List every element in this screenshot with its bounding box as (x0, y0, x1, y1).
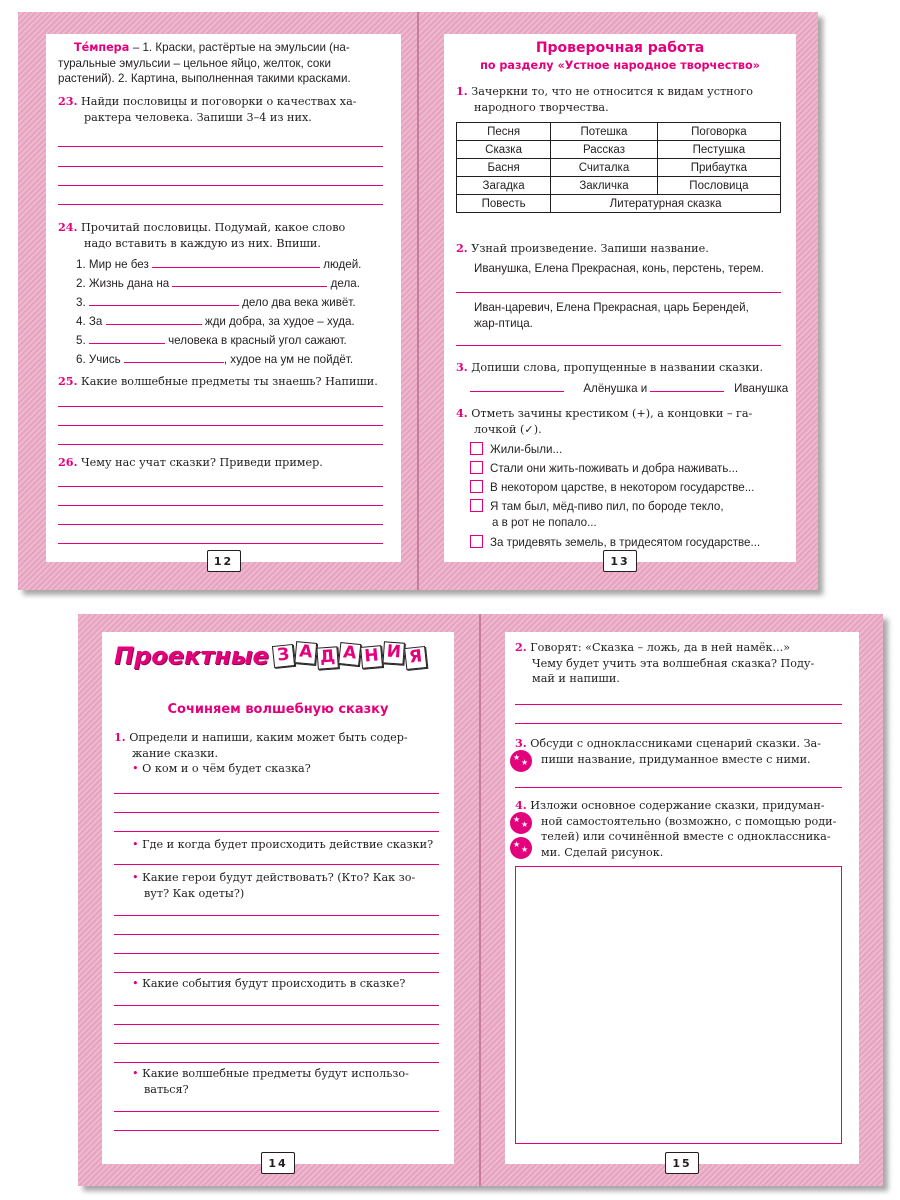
proverb-number: 6. (76, 353, 86, 366)
letter-tile: З (272, 644, 295, 668)
genre-cell[interactable]: Пестушка (657, 141, 780, 159)
bullet: • (132, 838, 139, 851)
test-task-1 (456, 84, 791, 115)
option-checkbox[interactable] (470, 442, 483, 455)
task-23-number: 23. (58, 94, 78, 108)
page-14 (102, 632, 454, 1170)
option-3 (470, 480, 790, 496)
answer-line[interactable] (114, 864, 439, 865)
genres-table (456, 122, 781, 213)
option-checkbox[interactable] (470, 535, 483, 548)
project-task-3-line-2: пиши название, придуманное вместе с ними. (541, 752, 811, 766)
answer-line[interactable] (114, 831, 439, 832)
project-task-3-number: 3. (515, 736, 527, 750)
option-checkbox[interactable] (470, 480, 483, 493)
table-row (457, 195, 781, 213)
proverb-text: Жизнь дана на (88, 277, 170, 290)
proverb-number: 3. (76, 296, 86, 309)
tempera-line-2: туральные эмульсии – цельное яйцо, желток, соки (58, 56, 331, 70)
proverb-text: жди добра, за худое – худа. (204, 315, 355, 328)
question-3-block (132, 870, 452, 901)
test-task-2-number: 2. (456, 241, 468, 255)
answer-line[interactable] (114, 915, 439, 916)
answer-line[interactable] (456, 345, 781, 346)
genre-cell[interactable]: Загадка (457, 177, 551, 195)
answer-line[interactable] (114, 1024, 439, 1025)
project-task-4-line-1: Изложи основное содержание сказки, придуман- (530, 799, 825, 812)
question-1: О ком и о чём будет сказка? (142, 762, 311, 775)
drawing-area[interactable] (515, 866, 842, 1144)
tempera-definition (58, 40, 393, 87)
proverb-3 (76, 294, 386, 311)
question-2: Где и когда будет происходить действие сказки? (142, 838, 434, 851)
option-4 (470, 499, 790, 530)
genre-cell[interactable]: Песня (457, 123, 551, 141)
project-task-4-line-4: ми. Сделай рисунок. (541, 845, 664, 859)
option-text: Я там был, мёд-пиво пил, по бороде текло, (490, 500, 724, 513)
fairy-tale-title-fill (470, 380, 790, 397)
genre-cell[interactable]: Повесть (457, 195, 551, 213)
task-23-line-2: рактера человека. Запиши 3–4 из них. (84, 110, 312, 124)
task-26-text: Чему нас учат сказки? Приведи пример. (81, 456, 323, 469)
proverb-blank[interactable] (106, 313, 202, 325)
page-number-13: 13 (603, 550, 637, 572)
proverb-number: 2. (76, 277, 86, 290)
proverb-number: 5. (76, 334, 86, 347)
heading-word-projects: Проектные (114, 642, 269, 670)
test-task-3 (456, 360, 791, 376)
bottom-spread (78, 614, 883, 1186)
question-5-line-2: ваться? (144, 1082, 189, 1096)
question-5-line-1: Какие волшебные предметы будут использо- (142, 1067, 409, 1080)
genre-cell[interactable]: Потешка (551, 123, 658, 141)
answer-line[interactable] (58, 524, 383, 525)
project-task-2-number: 2. (515, 640, 527, 654)
genre-cell[interactable]: Литературная сказка (551, 195, 781, 213)
clue-1: Иванушка, Елена Прекрасная, конь, перстень, терем. (474, 262, 764, 275)
clue-2-line-1: Иван-царевич, Елена Прекрасная, царь Берендей, (474, 301, 749, 314)
task-25-text: Какие волшебные предметы ты знаешь? Напиши. (81, 375, 378, 388)
answer-line[interactable] (114, 953, 439, 954)
genre-cell[interactable]: Басня (457, 159, 551, 177)
task-25 (58, 374, 393, 390)
option-checkbox[interactable] (470, 499, 483, 512)
proverb-5 (76, 332, 386, 349)
option-text: За тридевять земель, в тридесятом государстве... (490, 536, 761, 549)
question-5-block (132, 1066, 452, 1097)
project-task-1-line-1: Определи и напиши, каким может быть содер- (129, 731, 408, 744)
tempera-term: Тéмпера (74, 41, 130, 54)
letter-tile: И (383, 641, 405, 664)
test-title: Проверочная работа (535, 40, 705, 56)
test-task-4 (456, 406, 791, 437)
page-13 (444, 34, 796, 568)
option-1 (470, 442, 790, 458)
table-row (457, 177, 781, 195)
proverb-blank[interactable] (124, 351, 224, 363)
answer-line[interactable] (515, 723, 842, 724)
option-text: Стали они жить-поживать и добра наживать... (490, 462, 739, 475)
tempera-line-3: растений). 2. Картина, выполненная такими красками. (58, 72, 351, 85)
proverb-text: Учись (88, 353, 121, 366)
task-25-number: 25. (58, 374, 78, 388)
answer-line[interactable] (58, 185, 383, 186)
question-2-block (132, 837, 452, 853)
test-task-2-text: Узнай произведение. Запиши название. (471, 242, 709, 255)
bullet: • (132, 1067, 139, 1080)
task-24 (58, 220, 393, 251)
answer-line[interactable] (114, 793, 439, 794)
task-26-number: 26. (58, 455, 78, 469)
spine (479, 614, 481, 1186)
answer-line[interactable] (456, 292, 781, 293)
missing-word-blank[interactable] (650, 380, 724, 392)
answer-line[interactable] (114, 1111, 439, 1112)
answer-line[interactable] (114, 812, 439, 813)
genre-cell[interactable]: Закличка (551, 177, 658, 195)
project-task-1-line-2: жание сказки. (132, 746, 219, 760)
answer-line[interactable] (58, 406, 383, 407)
answer-line[interactable] (58, 505, 383, 506)
tempera-line-1: – 1. Краски, растёртые на эмульсии (на- (132, 41, 350, 54)
heading-word-tasks (273, 641, 427, 668)
letter-tile: Я (404, 646, 427, 670)
test-task-3-number: 3. (456, 360, 468, 374)
answer-line[interactable] (114, 972, 439, 973)
project-task-4 (515, 798, 855, 860)
answer-line[interactable] (58, 444, 383, 445)
table-row (457, 159, 781, 177)
answer-line[interactable] (114, 1043, 439, 1044)
test-task-4-line-1: Отметь зачины крестиком (+), а концовки – га- (471, 407, 753, 420)
answer-line[interactable] (114, 1130, 439, 1131)
answer-line[interactable] (58, 543, 383, 544)
test-subtitle: по разделу «Устное народное творчество» (480, 59, 760, 72)
bullet: • (132, 762, 139, 775)
genre-cell[interactable]: Считалка (551, 159, 658, 177)
task-23-line-1: Найди пословицы и поговорки о качествах ха- (81, 95, 357, 108)
answer-line[interactable] (58, 166, 383, 167)
task-23 (58, 94, 393, 125)
project-task-4-line-2: ной самостоятельно (возможно, с помощью роди- (541, 814, 837, 828)
proverb-blank[interactable] (89, 332, 165, 344)
page-number-15: 15 (665, 1152, 699, 1174)
option-checkbox[interactable] (470, 461, 483, 474)
table-row (457, 141, 781, 159)
proverb-text: людей. (323, 258, 362, 271)
project-task-2-line-3: май и напиши. (532, 672, 620, 685)
genre-cell[interactable]: Сказка (457, 141, 551, 159)
answer-line[interactable] (515, 787, 842, 788)
project-task-3 (515, 736, 855, 767)
proverb-blank[interactable] (89, 294, 239, 306)
missing-word-blank[interactable] (470, 380, 564, 392)
answer-line[interactable] (58, 486, 383, 487)
proverb-number: 1. (76, 258, 86, 271)
test-task-1-number: 1. (456, 84, 468, 98)
project-task-2-line-2: Чему будет учить эта волшебная сказка? Поду- (532, 656, 815, 670)
letter-tile: Д (317, 646, 339, 669)
option-2 (470, 461, 790, 477)
proverb-blank[interactable] (152, 256, 320, 268)
project-tasks-heading (114, 642, 449, 670)
task-24-line-2: надо вставить в каждую из них. Впиши. (84, 236, 321, 250)
proverb-6 (76, 351, 386, 368)
answer-line[interactable] (114, 1062, 439, 1063)
letter-tile: А (295, 641, 318, 665)
option-5 (470, 535, 790, 551)
project-subtitle: Сочиняем волшебную сказку (167, 702, 389, 717)
genre-cell[interactable]: Пословица (657, 177, 780, 195)
test-task-3-text: Допиши слова, пропущенные в названии сказки. (471, 361, 764, 374)
project-task-1 (114, 730, 449, 777)
task-26 (58, 455, 393, 471)
option-4-line-2: а в рот не попало... (492, 515, 597, 529)
project-task-1-number: 1. (114, 730, 126, 744)
test-task-1-line-2: народного творчества. (474, 100, 609, 114)
test-task-4-line-2: лочкой (✓). (474, 422, 542, 436)
proverb-2 (76, 275, 386, 292)
page-number-12: 12 (207, 550, 241, 572)
table-row (457, 123, 781, 141)
question-4-block (132, 976, 452, 992)
answer-line[interactable] (58, 425, 383, 426)
spine (417, 12, 419, 590)
page-12 (46, 34, 401, 568)
answer-line[interactable] (515, 704, 842, 705)
clue-2-line-2: жар-птица. (474, 316, 533, 330)
project-task-4-number: 4. (515, 798, 527, 812)
page-15 (505, 632, 859, 1170)
question-3-line-1: Какие герои будут действовать? (Кто? Как зо- (142, 871, 416, 884)
bullet: • (132, 977, 139, 990)
proverb-number: 4. (76, 315, 86, 328)
question-4: Какие события будут происходить в сказке? (142, 977, 406, 990)
title-word: Иванушка (734, 382, 789, 395)
proverb-blank[interactable] (172, 275, 327, 287)
answer-line[interactable] (58, 204, 383, 205)
answer-line[interactable] (114, 934, 439, 935)
test-task-1-line-1: Зачеркни то, что не относится к видам устного (471, 85, 753, 98)
proverb-text: За (88, 315, 103, 328)
proverb-text: человека в красный угол сажают. (168, 334, 347, 347)
bullet: • (132, 871, 139, 884)
letter-tile: А (338, 642, 361, 666)
genre-cell[interactable]: Рассказ (551, 141, 658, 159)
task-24-line-1: Прочитай пословицы. Подумай, какое слово (81, 221, 346, 234)
project-task-2 (515, 640, 855, 687)
page-number-14: 14 (261, 1152, 295, 1174)
option-text: В некотором царстве, в некотором государстве... (490, 481, 755, 494)
letter-tile: Н (360, 645, 383, 669)
proverb-4 (76, 313, 386, 330)
answer-line[interactable] (58, 146, 383, 147)
test-task-4-number: 4. (456, 406, 468, 420)
proverb-text: Мир не без (88, 258, 149, 271)
top-spread (18, 12, 818, 590)
proverb-text: дело два века живёт. (242, 296, 356, 309)
proverb-text: дела. (330, 277, 360, 290)
test-task-2 (456, 241, 791, 257)
project-task-4-line-3: телей) или сочинённой вместе с одноклассника- (541, 830, 831, 843)
proverb-text: , худое на ум не пойдёт. (223, 353, 354, 366)
project-task-2-line-1: Говорят: «Сказка – ложь, да в ней намёк...» (530, 641, 791, 654)
question-3-line-2: вут? Как одеты?) (144, 886, 245, 900)
task-24-number: 24. (58, 220, 78, 234)
clue-2 (474, 300, 794, 331)
title-word: Алёнушка и (583, 382, 648, 395)
genre-cell[interactable]: Поговорка (657, 123, 780, 141)
option-text: Жили-были... (490, 443, 563, 456)
answer-line[interactable] (114, 1005, 439, 1006)
proverb-1 (76, 256, 386, 273)
project-task-3-line-1: Обсуди с одноклассниками сценарий сказки. За- (530, 737, 821, 750)
genre-cell[interactable]: Прибаутка (657, 159, 780, 177)
